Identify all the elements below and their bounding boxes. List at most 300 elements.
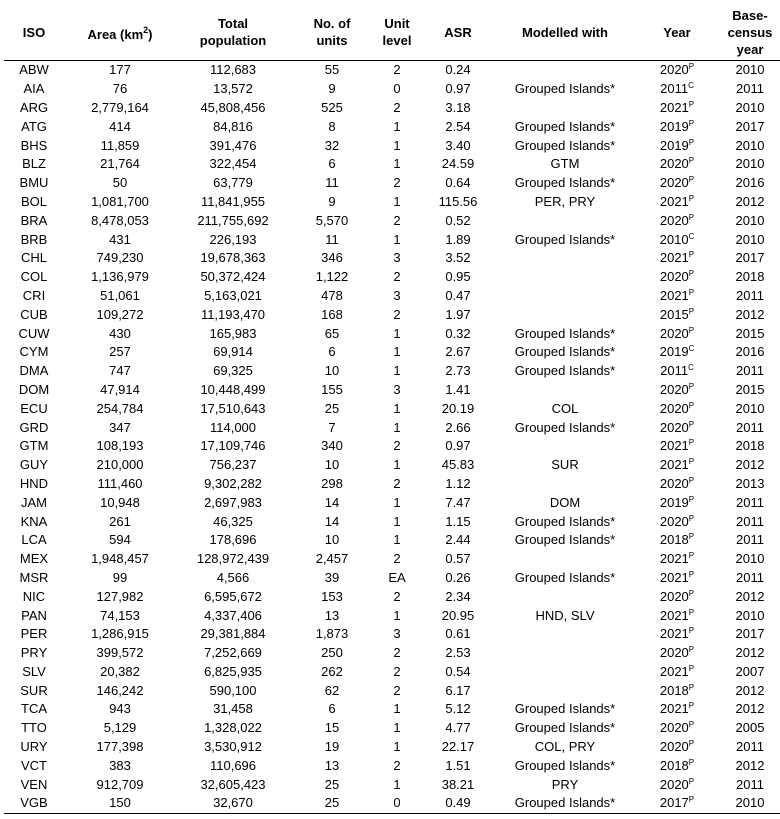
asr-cell: 0.97 bbox=[445, 81, 471, 97]
units-cell: 153 bbox=[321, 588, 343, 604]
year-type-superscript: P bbox=[688, 457, 695, 467]
unit-level-cell: 1 bbox=[393, 494, 401, 510]
year-cell: $2021^P$ bbox=[659, 287, 695, 303]
unit-level-cell: 1 bbox=[393, 137, 401, 153]
population-cell: 19,678,363 bbox=[200, 250, 266, 266]
population-cell: 46,325 bbox=[213, 513, 253, 529]
units-cell: 9 bbox=[328, 193, 336, 209]
unit-level-cell: 2 bbox=[393, 645, 401, 661]
year-cell: $2020^P$ bbox=[659, 475, 695, 491]
iso-cell: CUW bbox=[18, 325, 50, 341]
base-census-year-cell: 2011 bbox=[736, 363, 764, 379]
year-type-superscript: P bbox=[688, 156, 695, 166]
unit-level-cell: 1 bbox=[393, 532, 401, 548]
modelled-with-cell: Grouped Islands* bbox=[514, 569, 616, 585]
year-cell: $2021^P$ bbox=[659, 551, 695, 567]
area-cell: 2,779,164 bbox=[91, 99, 149, 115]
asr-cell: 38.21 bbox=[441, 776, 475, 792]
year-cell: $2020^P$ bbox=[659, 325, 695, 341]
year-type-superscript: P bbox=[688, 701, 695, 711]
table-row bbox=[4, 531, 780, 550]
table-body bbox=[4, 61, 780, 814]
year-cell: $2018^P$ bbox=[659, 532, 695, 548]
iso-cell: BOL bbox=[20, 193, 47, 209]
modelled-with-cell bbox=[496, 61, 634, 80]
base-census-year-cell: 2010 bbox=[720, 794, 780, 813]
year-type-superscript: P bbox=[688, 287, 695, 297]
base-census-year-cell: 2005 bbox=[735, 720, 765, 736]
modelled-with-cell: COL bbox=[551, 400, 579, 416]
year-type-superscript: P bbox=[688, 118, 695, 128]
table-row bbox=[4, 644, 780, 663]
area-cell: 127,982 bbox=[96, 588, 144, 604]
iso-cell: ABW bbox=[19, 62, 49, 78]
modelled-with-cell: SUR bbox=[551, 457, 579, 473]
population-cell: 211,755,692 bbox=[197, 212, 269, 228]
iso-cell: NIC bbox=[22, 588, 46, 604]
year-cell: $2019^C$ bbox=[659, 344, 695, 360]
units-cell: 8 bbox=[328, 118, 336, 134]
base-census-year-cell: 2017 bbox=[735, 118, 765, 134]
year-type-superscript: C bbox=[688, 363, 694, 373]
population-cell: 32,670 bbox=[176, 794, 290, 813]
units-cell: 10 bbox=[324, 457, 340, 473]
year-cell: $2021^P$ bbox=[659, 701, 695, 717]
modelled-with-cell bbox=[496, 550, 634, 569]
table-row bbox=[4, 80, 780, 99]
area-cell: 11,859 bbox=[100, 137, 140, 153]
area-cell: 21,764 bbox=[100, 156, 140, 172]
base-census-year-cell: 2012 bbox=[735, 757, 765, 773]
units-cell: 6 bbox=[328, 344, 336, 360]
table-row bbox=[4, 775, 780, 794]
base-census-year-cell: 2012 bbox=[735, 193, 765, 209]
table-row bbox=[4, 794, 780, 813]
modelled-with-cell: Grouped Islands* bbox=[514, 720, 616, 736]
base-census-year-cell: 2011 bbox=[736, 739, 764, 755]
units-cell: 298 bbox=[321, 475, 343, 491]
iso-cell: DOM bbox=[18, 381, 50, 397]
modelled-with-cell bbox=[496, 287, 634, 306]
population-cell: 32,605,423 bbox=[200, 776, 266, 792]
area-cell: 594 bbox=[109, 532, 131, 548]
table-row bbox=[4, 343, 780, 362]
modelled-with-cell bbox=[496, 268, 634, 287]
asr-cell: 2.66 bbox=[445, 419, 471, 435]
area-cell: 430 bbox=[109, 325, 131, 341]
header-year: Year bbox=[634, 4, 720, 61]
year-type-superscript: P bbox=[688, 62, 695, 72]
modelled-with-cell bbox=[496, 644, 634, 663]
table-row bbox=[4, 719, 780, 738]
units-cell: 346 bbox=[321, 250, 343, 266]
table-row bbox=[4, 475, 780, 494]
iso-cell: TTO bbox=[21, 720, 47, 736]
table-row bbox=[4, 587, 780, 606]
modelled-with-cell: GTM bbox=[550, 156, 580, 172]
year-cell: $2018^P$ bbox=[659, 682, 695, 698]
header-units: No. of units bbox=[290, 4, 374, 61]
iso-cell: ARG bbox=[19, 99, 49, 115]
year-type-superscript: P bbox=[688, 757, 695, 767]
table-row bbox=[4, 268, 780, 287]
units-cell: 62 bbox=[324, 682, 340, 698]
year-type-superscript: C bbox=[688, 344, 695, 354]
iso-cell: TCA bbox=[21, 701, 47, 717]
iso-cell: JAM bbox=[21, 494, 47, 510]
year-type-superscript: P bbox=[688, 137, 695, 147]
asr-cell: 1.51 bbox=[445, 757, 471, 773]
header-row bbox=[4, 4, 780, 61]
units-cell: 7 bbox=[328, 419, 336, 435]
header-modelled-with: Modelled with bbox=[496, 4, 634, 61]
year-type-superscript: C bbox=[688, 231, 695, 241]
header-base-census-year: Base- census year bbox=[720, 4, 780, 61]
year-cell: $2021^P$ bbox=[659, 607, 695, 623]
iso-cell: ATG bbox=[21, 118, 47, 134]
area-cell: 747 bbox=[109, 363, 131, 379]
year-cell: $2019^P$ bbox=[659, 137, 695, 153]
census-table bbox=[4, 4, 780, 814]
year-cell: $2011^C$ bbox=[660, 363, 694, 379]
base-census-year-cell: 2010 bbox=[735, 137, 765, 153]
asr-cell: 20.19 bbox=[441, 400, 475, 416]
area-cell: 150 bbox=[64, 794, 176, 813]
modelled-with-cell: Grouped Islands* bbox=[514, 175, 616, 191]
units-cell: 2,457 bbox=[315, 551, 349, 567]
year-type-superscript: P bbox=[688, 438, 695, 448]
units-cell: 340 bbox=[321, 438, 343, 454]
modelled-with-cell: Grouped Islands* bbox=[514, 344, 616, 360]
asr-cell: 2.73 bbox=[445, 363, 471, 379]
population-cell: 11,193,470 bbox=[200, 306, 266, 322]
year-type-superscript: P bbox=[688, 494, 695, 504]
unit-level-cell: 0 bbox=[393, 81, 401, 97]
base-census-year-cell: 2013 bbox=[735, 475, 765, 491]
area-cell: 1,948,457 bbox=[91, 551, 149, 567]
iso-cell: URY bbox=[20, 739, 48, 755]
population-cell: 10,448,499 bbox=[200, 381, 266, 397]
year-type-superscript: P bbox=[688, 682, 695, 692]
year-cell: $2021^P$ bbox=[659, 438, 695, 454]
header-population: Total population bbox=[176, 4, 290, 61]
unit-level-cell: 3 bbox=[393, 381, 401, 397]
base-census-year-cell: 2017 bbox=[735, 626, 765, 642]
population-cell: 7,252,669 bbox=[204, 645, 262, 661]
table-row bbox=[4, 493, 780, 512]
modelled-with-cell: Grouped Islands* bbox=[514, 231, 616, 247]
table-row bbox=[4, 61, 780, 80]
year-cell: $2020^P$ bbox=[659, 175, 695, 191]
modelled-with-cell: Grouped Islands* bbox=[514, 137, 616, 153]
base-census-year-cell: 2010 bbox=[735, 231, 765, 247]
iso-cell: GTM bbox=[19, 438, 49, 454]
year-cell: $2020^P$ bbox=[659, 739, 695, 755]
population-cell: 11,841,955 bbox=[200, 193, 266, 209]
units-cell: 11 bbox=[325, 231, 339, 247]
table-row bbox=[4, 512, 780, 531]
year-cell: $2020^P$ bbox=[659, 776, 695, 792]
modelled-with-cell: COL, PRY bbox=[534, 739, 596, 755]
area-cell: 20,382 bbox=[100, 663, 140, 679]
modelled-with-cell bbox=[496, 99, 634, 118]
asr-cell: 22.17 bbox=[441, 739, 475, 755]
base-census-year-cell: 2010 bbox=[735, 607, 765, 623]
modelled-with-cell bbox=[496, 475, 634, 494]
year-type-superscript: P bbox=[688, 663, 695, 673]
area-cell: 47,914 bbox=[100, 381, 140, 397]
population-cell: 590,100 bbox=[209, 682, 257, 698]
asr-cell: 0.52 bbox=[445, 212, 471, 228]
iso-cell: BRB bbox=[20, 231, 48, 247]
base-census-year-cell: 2010 bbox=[735, 212, 765, 228]
population-cell: 1,328,022 bbox=[204, 720, 262, 736]
base-census-year-cell: 2015 bbox=[735, 381, 765, 397]
units-cell: 262 bbox=[321, 663, 343, 679]
iso-cell: AIA bbox=[23, 81, 45, 97]
asr-cell: 115.56 bbox=[438, 193, 478, 209]
iso-cell: LCA bbox=[21, 532, 47, 548]
area-cell: 146,242 bbox=[96, 682, 144, 698]
asr-cell: 0.64 bbox=[445, 175, 471, 191]
area-cell: 177,398 bbox=[96, 739, 144, 755]
year-cell: $2019^P$ bbox=[659, 118, 695, 134]
table-row bbox=[4, 136, 780, 155]
units-cell: 19 bbox=[324, 739, 340, 755]
asr-cell: 7.47 bbox=[445, 494, 471, 510]
table-row bbox=[4, 681, 780, 700]
unit-level-cell: 2 bbox=[393, 757, 401, 773]
year-type-superscript: P bbox=[688, 776, 695, 786]
units-cell: 10 bbox=[324, 532, 340, 548]
table-row bbox=[4, 230, 780, 249]
modelled-with-cell: Grouped Islands* bbox=[514, 81, 616, 97]
table-row bbox=[4, 606, 780, 625]
asr-cell: 0.49 bbox=[420, 794, 496, 813]
population-cell: 128,972,439 bbox=[196, 551, 270, 567]
iso-cell: GUY bbox=[19, 457, 49, 473]
unit-level-cell: 1 bbox=[393, 325, 401, 341]
year-cell: $2020^P$ bbox=[659, 156, 695, 172]
year-cell: $2019^P$ bbox=[659, 494, 695, 510]
table-row bbox=[4, 174, 780, 193]
iso-cell: CYM bbox=[19, 344, 49, 360]
units-cell: 55 bbox=[324, 62, 340, 78]
units-cell: 13 bbox=[324, 757, 340, 773]
base-census-year-cell: 2018 bbox=[735, 269, 765, 285]
area-cell: 210,000 bbox=[96, 457, 144, 473]
unit-level-cell: 1 bbox=[393, 720, 401, 736]
asr-cell: 1.97 bbox=[445, 306, 471, 322]
base-census-year-cell: 2010 bbox=[735, 156, 765, 172]
year-type-superscript: P bbox=[688, 400, 695, 410]
year-cell: $2017^P$ bbox=[634, 794, 720, 813]
units-cell: 5,570 bbox=[315, 212, 349, 228]
year-cell: $2021^P$ bbox=[659, 569, 695, 585]
units-cell: 1,122 bbox=[315, 269, 349, 285]
unit-level-cell: 1 bbox=[393, 607, 401, 623]
iso-cell: PAN bbox=[21, 607, 47, 623]
unit-level-cell: 2 bbox=[393, 682, 401, 698]
modelled-with-cell: Grouped Islands* bbox=[514, 118, 616, 134]
population-cell: 110,696 bbox=[209, 757, 257, 773]
iso-cell: VCT bbox=[21, 757, 47, 773]
base-census-year-cell: 2010 bbox=[735, 62, 765, 78]
iso-cell: BRA bbox=[20, 212, 48, 228]
year-type-superscript: P bbox=[688, 306, 695, 316]
iso-cell: BMU bbox=[19, 175, 49, 191]
table-row bbox=[4, 625, 780, 644]
unit-level-cell: 2 bbox=[393, 663, 401, 679]
area-cell: 74,153 bbox=[100, 607, 140, 623]
area-cell: 431 bbox=[109, 231, 131, 247]
iso-cell: HND bbox=[19, 475, 49, 491]
year-type-superscript: P bbox=[688, 99, 695, 109]
base-census-year-cell: 2015 bbox=[735, 325, 765, 341]
unit-level-cell: 1 bbox=[393, 419, 401, 435]
table-row bbox=[4, 287, 780, 306]
base-census-year-cell: 2018 bbox=[735, 438, 765, 454]
year-type-superscript: P bbox=[688, 269, 695, 279]
iso-cell: SUR bbox=[20, 682, 48, 698]
base-census-year-cell: 2012 bbox=[735, 645, 765, 661]
table-row bbox=[4, 399, 780, 418]
unit-level-cell: 2 bbox=[393, 269, 401, 285]
year-cell: $2020^P$ bbox=[659, 513, 695, 529]
base-census-year-cell: 2016 bbox=[735, 175, 765, 191]
units-cell: 65 bbox=[324, 325, 340, 341]
modelled-with-cell: Grouped Islands* bbox=[496, 794, 634, 813]
year-type-superscript: P bbox=[688, 569, 695, 579]
modelled-with-cell bbox=[496, 249, 634, 268]
area-cell: 51,061 bbox=[100, 287, 140, 303]
units-cell: 155 bbox=[321, 381, 343, 397]
unit-level-cell: 2 bbox=[393, 475, 401, 491]
base-census-year-cell: 2012 bbox=[735, 588, 765, 604]
population-cell: 112,683 bbox=[209, 62, 257, 78]
table-row bbox=[4, 456, 780, 475]
area-cell: 99 bbox=[112, 569, 128, 585]
year-cell: $2021^P$ bbox=[659, 626, 695, 642]
population-cell: 17,109,746 bbox=[200, 438, 266, 454]
modelled-with-cell bbox=[496, 437, 634, 456]
iso-cell: CHL bbox=[20, 250, 47, 266]
year-cell: $2011^C$ bbox=[660, 81, 694, 97]
modelled-with-cell: PER, PRY bbox=[534, 193, 596, 209]
base-census-year-cell: 2012 bbox=[735, 682, 765, 698]
modelled-with-cell bbox=[496, 211, 634, 230]
year-cell: $2021^P$ bbox=[659, 193, 695, 209]
year-type-superscript: P bbox=[688, 551, 695, 561]
year-cell: $2021^P$ bbox=[659, 250, 695, 266]
modelled-with-cell: HND, SLV bbox=[535, 607, 595, 623]
unit-level-cell: 1 bbox=[393, 457, 401, 473]
population-cell: 3,530,912 bbox=[204, 739, 262, 755]
year-cell: $2021^P$ bbox=[659, 457, 695, 473]
modelled-with-cell: Grouped Islands* bbox=[514, 757, 616, 773]
asr-cell: 1.12 bbox=[445, 475, 471, 491]
year-cell: $2010^C$ bbox=[659, 231, 695, 247]
modelled-with-cell: Grouped Islands* bbox=[514, 513, 616, 529]
area-cell: 943 bbox=[109, 701, 131, 717]
table-row bbox=[4, 155, 780, 174]
population-cell: 29,381,884 bbox=[200, 626, 266, 642]
asr-cell: 24.59 bbox=[441, 156, 475, 172]
modelled-with-cell: Grouped Islands* bbox=[514, 325, 616, 341]
table-row bbox=[4, 99, 780, 118]
area-cell: 1,136,979 bbox=[91, 269, 149, 285]
modelled-with-cell: Grouped Islands* bbox=[514, 419, 616, 435]
table-row bbox=[4, 756, 780, 775]
unit-level-cell: 1 bbox=[393, 363, 401, 379]
base-census-year-cell: 2012 bbox=[735, 701, 765, 717]
population-cell: 226,193 bbox=[209, 231, 257, 247]
unit-level-cell: 2 bbox=[393, 212, 401, 228]
table-header bbox=[4, 4, 780, 61]
modelled-with-cell bbox=[496, 305, 634, 324]
modelled-with-cell bbox=[496, 587, 634, 606]
asr-cell: 2.67 bbox=[445, 344, 471, 360]
area-cell: 1,286,915 bbox=[91, 626, 149, 642]
table-row bbox=[4, 437, 780, 456]
base-census-year-cell: 2011 bbox=[736, 776, 764, 792]
area-cell: 1,081,700 bbox=[91, 193, 149, 209]
table-row bbox=[4, 738, 780, 757]
iso-cell: SLV bbox=[22, 663, 46, 679]
iso-cell: MSR bbox=[19, 569, 49, 585]
unit-level-cell: 0 bbox=[374, 794, 420, 813]
units-cell: 1,873 bbox=[315, 626, 349, 642]
units-cell: 478 bbox=[321, 287, 343, 303]
units-cell: 25 bbox=[324, 776, 340, 792]
base-census-year-cell: 2007 bbox=[735, 663, 765, 679]
population-cell: 9,302,282 bbox=[204, 475, 262, 491]
unit-level-cell: 3 bbox=[393, 250, 401, 266]
population-cell: 6,595,672 bbox=[204, 588, 262, 604]
year-cell: $2020^P$ bbox=[659, 212, 695, 228]
population-cell: 84,816 bbox=[213, 118, 253, 134]
area-cell: 254,784 bbox=[96, 400, 144, 416]
unit-level-cell: 3 bbox=[393, 626, 401, 642]
year-type-superscript: P bbox=[688, 193, 695, 203]
table-row bbox=[4, 663, 780, 682]
asr-cell: 2.53 bbox=[445, 645, 471, 661]
year-type-superscript: P bbox=[688, 645, 695, 655]
area-cell: 108,193 bbox=[96, 438, 144, 454]
header-unit-level: Unit level bbox=[374, 4, 420, 61]
header-asr: ASR bbox=[420, 4, 496, 61]
table-row bbox=[4, 305, 780, 324]
base-census-year-cell: 2012 bbox=[735, 306, 765, 322]
modelled-with-cell: PRY bbox=[551, 776, 579, 792]
units-cell: 250 bbox=[321, 645, 343, 661]
area-cell: 111,460 bbox=[97, 475, 143, 491]
asr-cell: 0.24 bbox=[445, 62, 471, 78]
population-cell: 2,697,983 bbox=[204, 494, 262, 510]
asr-cell: 4.77 bbox=[445, 720, 471, 736]
table-row bbox=[4, 211, 780, 230]
modelled-with-cell: Grouped Islands* bbox=[514, 532, 616, 548]
base-census-year-cell: 2011 bbox=[736, 532, 764, 548]
population-cell: 17,510,643 bbox=[200, 400, 266, 416]
iso-cell: CUB bbox=[20, 306, 48, 322]
units-cell: 13 bbox=[324, 607, 340, 623]
unit-level-cell: EA bbox=[388, 569, 406, 585]
unit-level-cell: 1 bbox=[393, 776, 401, 792]
population-cell: 50,372,424 bbox=[200, 269, 266, 285]
base-census-year-cell: 2011 bbox=[736, 569, 764, 585]
asr-cell: 5.12 bbox=[445, 701, 471, 717]
